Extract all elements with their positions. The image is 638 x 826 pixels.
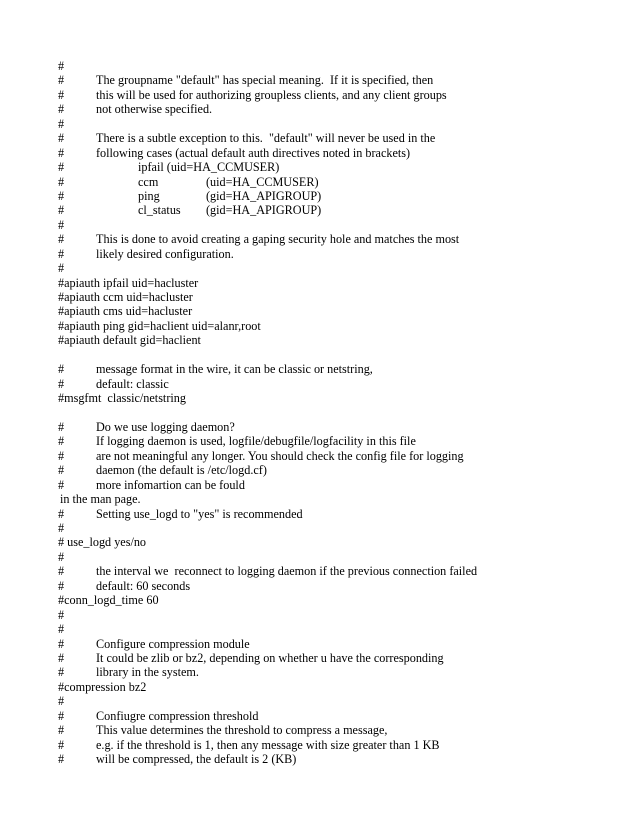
line-segment: (uid=HA_CCMUSER) [206,174,319,189]
line-lead: # [58,419,65,434]
text-line [58,88,628,102]
line-segment: Setting use_logd to "yes" is recommended [96,506,303,521]
line-lead: # [58,622,65,637]
text-line [58,319,628,333]
line-segment: ping [138,188,160,203]
line-segment: Do we use logging daemon? [96,419,235,434]
text-line [58,348,628,362]
text-line [58,579,628,593]
text-line [58,175,628,189]
line-lead: #conn_logd_time 60 [58,593,159,608]
text-line [58,276,628,290]
config-document [58,59,628,766]
line-lead: # [58,521,65,535]
line-lead: # [58,87,65,102]
text-line [58,637,628,651]
line-lead: # [58,232,65,247]
line-lead: # [58,145,65,160]
line-lead: # [58,188,65,203]
line-lead: # [58,261,65,276]
line-lead: # [58,694,65,709]
line-segment: This is done to avoid creating a gaping security hole and matches the most [96,232,460,247]
line-lead: # [58,506,65,521]
line-segment: likely desired configuration. [96,246,234,261]
line-lead: # [58,362,65,377]
text-line [58,507,628,521]
line-lead: # [58,434,65,449]
line-segment: this will be used for authorizing groupless clients, and any client groups [96,87,447,102]
text-line [58,550,628,564]
line-segment: message format in the wire, it can be classic or netstring, [96,362,373,377]
line-segment: library in the system. [96,665,199,680]
text-line [58,146,628,160]
line-segment: e.g. if the threshold is 1, then any message with size greater than 1 KB [96,737,440,752]
line-segment: not otherwise specified. [96,102,213,117]
line-segment: default: 60 seconds [96,578,191,593]
line-lead: # [58,102,65,117]
line-segment: The groupname "default" has special meaning. If it is specified, then [96,73,434,88]
text-line [58,377,628,391]
line-lead: # [58,752,65,766]
line-lead: # [58,578,65,593]
line-lead: #apiauth ccm uid=hacluster [58,290,193,304]
text-line [58,593,628,607]
line-segment: This value determines the threshold to compress a message, [96,723,388,738]
text-line [58,102,628,116]
text-line [58,564,628,578]
text-line [58,333,628,347]
line-lead: #apiauth default gid=haclient [58,333,201,348]
line-lead: # [58,636,65,651]
line-segment: are not meaningful any longer. You should check the config file for logging [96,448,464,463]
line-segment: (gid=HA_APIGROUP) [206,188,322,203]
line-lead: #apiauth ping gid=haclient uid=alanr,root [58,318,261,333]
text-line [58,535,628,549]
line-segment: (gid=HA_APIGROUP) [206,203,322,218]
text-line [58,723,628,737]
text-line [58,478,628,492]
line-lead: # [58,549,65,564]
text-line [58,232,628,246]
text-line [58,218,628,232]
line-lead: #compression bz2 [58,679,147,694]
text-line [58,189,628,203]
line-segment: will be compressed, the default is 2 (KB) [96,752,297,766]
text-line [58,290,628,304]
line-segment: It could be zlib or bz2, depending on whether u have the corresponding [96,650,444,665]
text-line [58,521,628,535]
line-lead: # [58,448,65,463]
text-line [58,449,628,463]
line-lead: #apiauth cms uid=hacluster [58,304,193,319]
line-lead: # [58,174,65,189]
text-line [58,59,628,73]
line-lead: in the man page. [60,492,141,507]
line-lead: # [58,723,65,738]
line-segment: ccm [138,174,159,189]
text-line [58,304,628,318]
line-segment: Confiugre compression threshold [96,708,259,723]
line-lead: # [58,607,65,622]
line-lead: # [58,246,65,261]
line-segment: daemon (the default is /etc/logd.cf) [96,463,267,478]
text-line [58,608,628,622]
text-line [58,709,628,723]
text-line [58,622,628,636]
line-lead: # [58,160,65,175]
text-line [58,420,628,434]
line-lead: # [58,737,65,752]
text-line [58,738,628,752]
text-line [58,131,628,145]
line-segment: following cases (actual default auth directives noted in brackets) [96,145,411,160]
line-lead: # [58,59,65,73]
text-line [58,391,628,405]
text-line [58,406,628,420]
text-line [58,492,628,506]
line-lead: # [58,376,65,391]
line-lead: # [58,665,65,680]
line-segment: more infomartion can be fould [96,477,245,492]
line-lead: # [58,203,65,218]
text-line [58,247,628,261]
line-lead: #msgfmt classic/netstring [58,391,186,406]
line-segment: ipfail (uid=HA_CCMUSER) [138,160,280,175]
line-lead: # [58,73,65,88]
line-segment: Configure compression module [96,636,250,651]
text-line [58,680,628,694]
text-line [58,694,628,708]
line-segment: the interval we reconnect to logging daemon if the previous connection failed [96,564,478,579]
text-line [58,203,628,217]
text-line [58,463,628,477]
text-line [58,362,628,376]
line-segment: default: classic [96,376,169,391]
line-lead: # [58,116,65,131]
text-line [58,434,628,448]
text-line [58,651,628,665]
text-line [58,261,628,275]
text-line [58,665,628,679]
line-segment: cl_status [138,203,181,218]
line-lead: # [58,708,65,723]
text-line [58,73,628,87]
line-lead: # [58,217,65,232]
text-line [58,160,628,174]
line-lead: # [58,463,65,478]
line-segment: If logging daemon is used, logfile/debugfile/logfacility in this file [96,434,416,449]
line-lead: # [58,477,65,492]
line-lead: #apiauth ipfail uid=hacluster [58,275,199,290]
line-lead: # use_logd yes/no [58,535,147,550]
line-lead: # [58,564,65,579]
line-lead: # [58,131,65,146]
line-lead: # [58,650,65,665]
text-line [58,752,628,766]
line-segment: There is a subtle exception to this. "default" will never be used in the [96,131,436,146]
text-line [58,117,628,131]
